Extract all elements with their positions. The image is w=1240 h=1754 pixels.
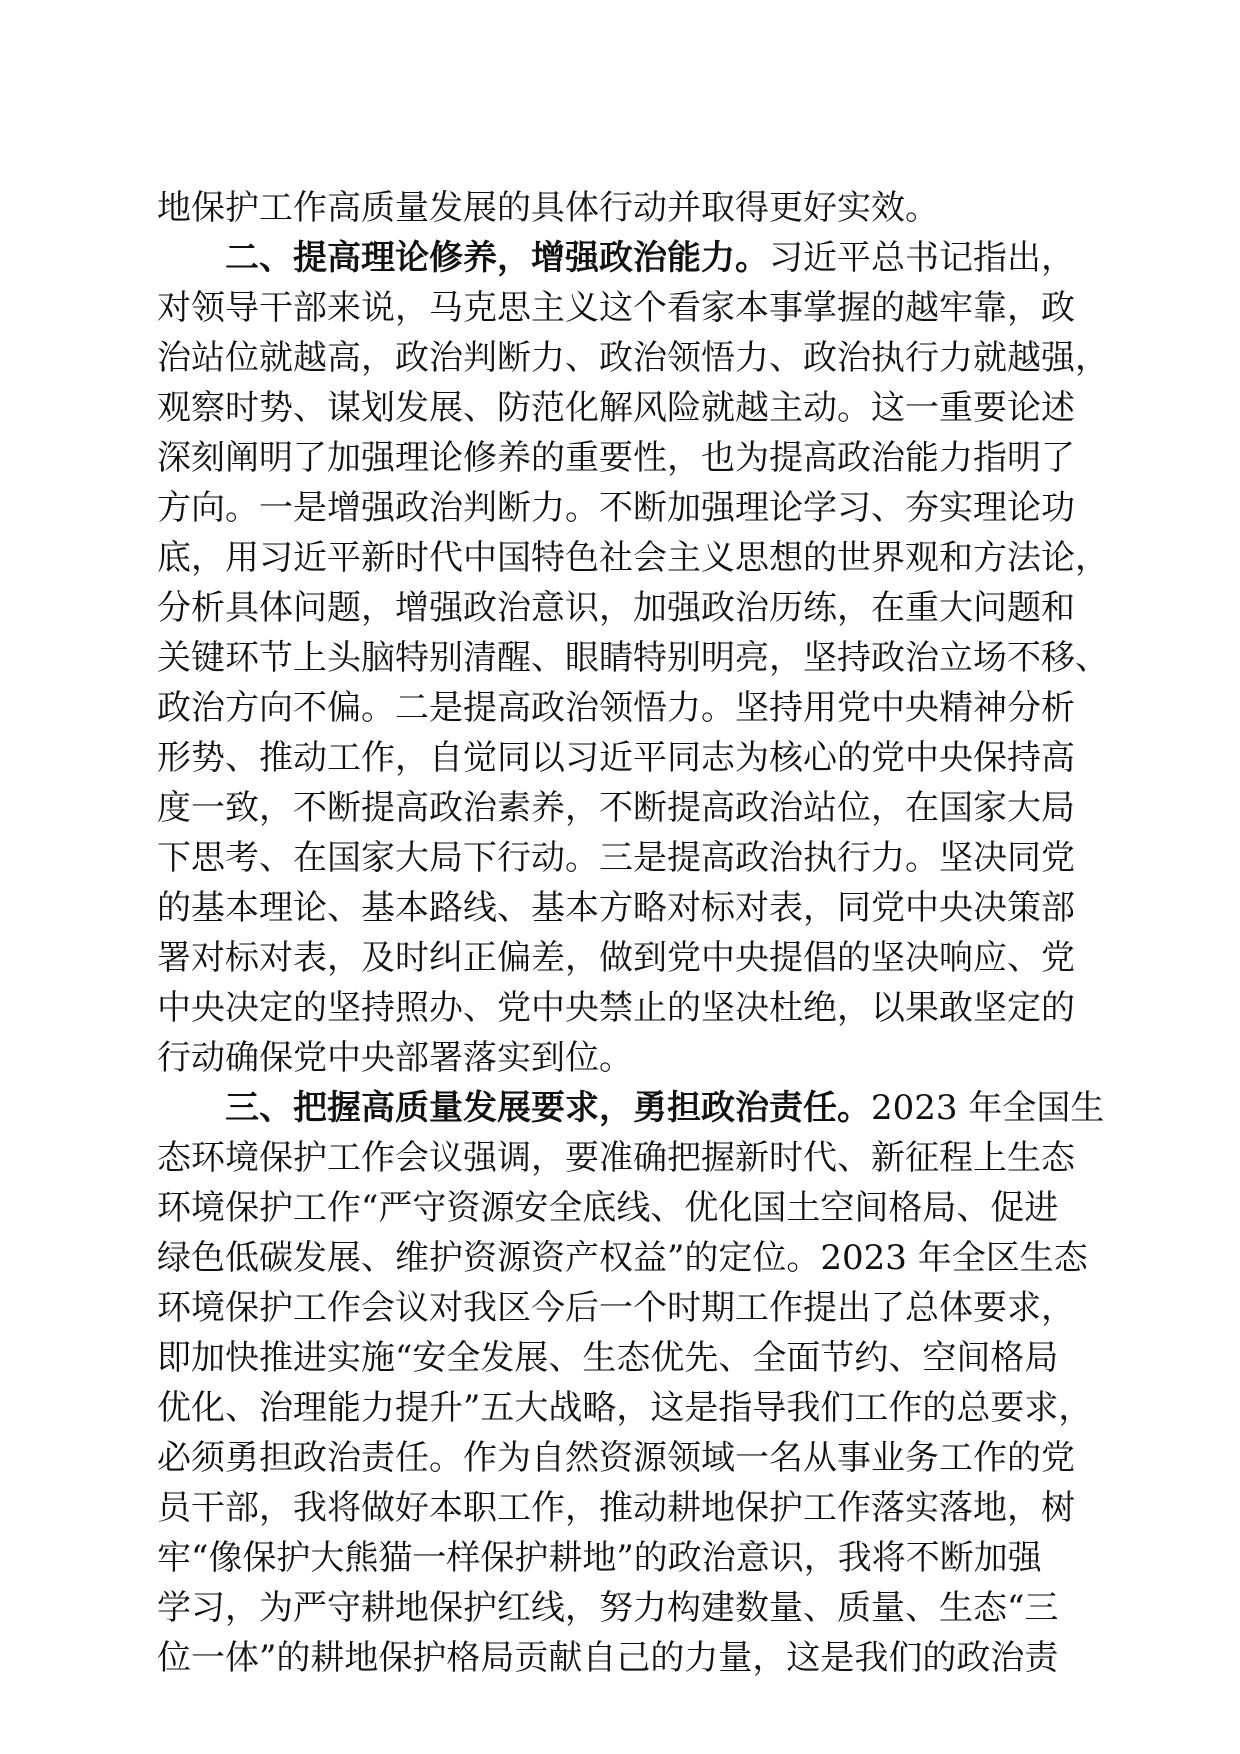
text-line: 治站位就越高，政治判断力、政治领悟力、政治执行力就越强， <box>157 338 1109 378</box>
text-line: 环境保护工作会议对我区今后一个时期工作提出了总体要求， <box>157 1288 1075 1328</box>
text-line: 牢“像保护大熊猫一样保护耕地”的政治意识，我将不断加强 <box>157 1538 1042 1578</box>
text-line: 优化、治理能力提升”五大战略，这是指导我们工作的总要求， <box>157 1388 1093 1428</box>
text-line: 度一致，不断提高政治素养，不断提高政治站位，在国家大局 <box>157 788 1075 828</box>
text-line: 底，用习近平新时代中国特色社会主义思想的世界观和方法论， <box>157 538 1109 578</box>
text-line: 形势、推动工作，自觉同以习近平同志为核心的党中央保持高 <box>157 738 1075 778</box>
section-two-first-line <box>157 233 1092 283</box>
text-line: 必须勇担政治责任。作为自然资源领域一名从事业务工作的党 <box>157 1438 1075 1478</box>
section-two-heading: 二、提高理论修养，增强政治能力。 <box>225 238 769 278</box>
section-three-first-line <box>157 1083 1105 1133</box>
text-line: 位一体”的耕地保护格局贡献自己的力量，这是我们的政治责 <box>157 1638 1059 1678</box>
section-three-intro: 2023 年全国生 <box>871 1088 1105 1128</box>
text-line: 员干部，我将做好本职工作，推动耕地保护工作落实落地，树 <box>157 1488 1075 1528</box>
text-line: 政治方向不偏。二是提高政治领悟力。坚持用党中央精神分析 <box>157 688 1075 728</box>
text-line: 的基本理论、基本路线、基本方略对标对表，同党中央决策部 <box>157 888 1075 928</box>
text-line: 观察时势、谋划发展、防范化解风险就越主动。这一重要论述 <box>157 388 1075 428</box>
text-line: 学习，为严守耕地保护红线，努力构建数量、质量、生态“三 <box>157 1588 1059 1628</box>
text-line: 下思考、在国家大局下行动。三是提高政治执行力。坚决同党 <box>157 838 1075 878</box>
text-line: 关键环节上头脑特别清醒、眼睛特别明亮，坚持政治立场不移、 <box>157 638 1109 678</box>
section-two-intro: 习近平总书记指出， <box>769 238 1075 278</box>
text-line: 态环境保护工作会议强调，要准确把握新时代、新征程上生态 <box>157 1138 1075 1178</box>
text-line: 方向。一是增强政治判断力。不断加强理论学习、夯实理论功 <box>157 488 1075 528</box>
text-line: 行动确保党中央部署落实到位。 <box>157 1038 633 1078</box>
text-line: 对领导干部来说，马克思主义这个看家本事掌握的越牢靠，政 <box>157 288 1075 328</box>
body-text <box>157 183 1109 1683</box>
text-line: 分析具体问题，增强政治意识，加强政治历练，在重大问题和 <box>157 588 1075 628</box>
text-line: 即加快推进实施“安全发展、生态优先、全面节约、空间格局 <box>157 1338 1059 1378</box>
section-three-heading: 三、把握高质量发展要求，勇担政治责任。 <box>225 1088 871 1128</box>
text-line: 深刻阐明了加强理论修养的重要性，也为提高政治能力指明了 <box>157 438 1075 478</box>
text-line: 环境保护工作“严守资源安全底线、优化国土空间格局、促进 <box>157 1188 1059 1228</box>
text-line: 绿色低碳发展、维护资源资产权益”的定位。2023 年全区生态 <box>157 1238 1088 1278</box>
text-line: 地保护工作高质量发展的具体行动并取得更好实效。 <box>157 188 939 228</box>
text-line: 署对标对表，及时纠正偏差，做到党中央提倡的坚决响应、党 <box>157 938 1075 978</box>
text-line: 中央决定的坚持照办、党中央禁止的坚决杜绝，以果敢坚定的 <box>157 988 1075 1028</box>
